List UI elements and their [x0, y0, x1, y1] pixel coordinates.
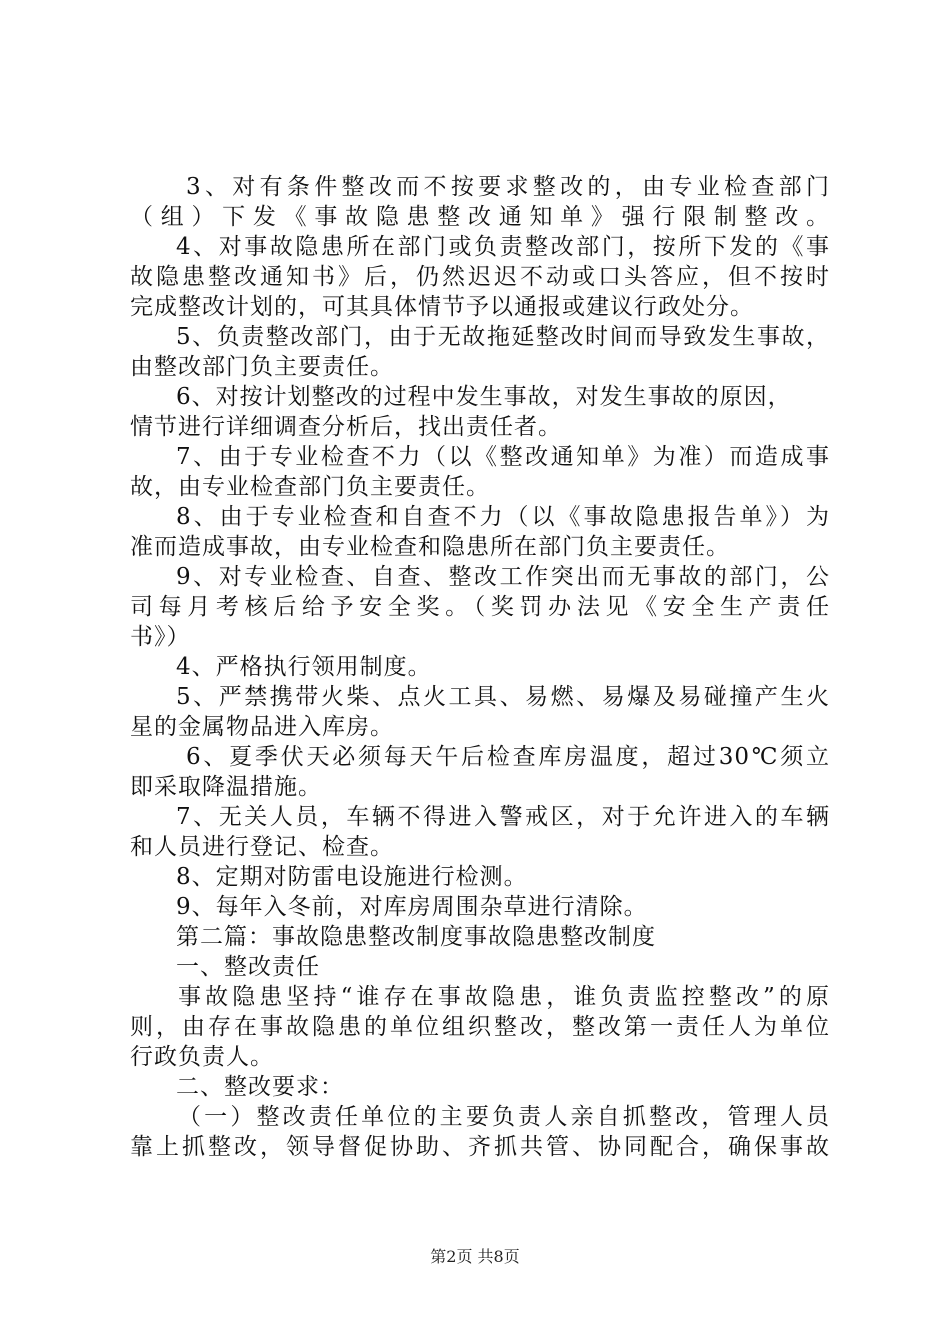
paragraph-line: 5、严禁携带火柴、点火工具、易燃、易爆及易碰撞产生火 — [176, 684, 830, 710]
paragraph-line: 故，由专业检查部门负主要责任。 — [130, 474, 490, 500]
paragraph-line: 3、对有条件整改而不按要求整改的，由专业检查部门 — [186, 174, 830, 200]
paragraph-line: （组）下发《事故隐患整改通知单》强行限制整改。 — [130, 204, 830, 230]
document-body — [130, 172, 830, 1162]
paragraph-line: 6、夏季伏天必须每天午后检查库房温度，超过30℃须立 — [186, 744, 830, 770]
paragraph-line: 书》） — [130, 624, 191, 650]
paragraph-line: 4、严格执行领用制度。 — [176, 654, 432, 680]
paragraph-line: 7、由于专业检查不力（以《整改通知单》为准）而造成事 — [176, 444, 830, 470]
paragraph-line: 和人员进行登记、检查。 — [130, 834, 394, 860]
paragraph-line: 6、对按计划整改的过程中发生事故，对发生事故的原因， — [176, 384, 792, 410]
subsection-heading: 一、整改责任 — [176, 954, 320, 980]
paragraph-line: 司每月考核后给予安全奖。（奖罚办法见《安全生产责任 — [130, 594, 830, 620]
section-heading: 第二篇：事故隐患整改制度事故隐患整改制度 — [176, 924, 656, 950]
paragraph-line: 5、负责整改部门，由于无故拖延整改时间而导致发生事故， — [176, 324, 830, 350]
paragraph-line: 8、定期对防雷电设施进行检测。 — [176, 864, 528, 890]
paragraph-line: 事故隐患坚持“谁存在事故隐患，谁负责监控整改”的原 — [178, 984, 830, 1010]
paragraph-line: 完成整改计划的，可其具体情节予以通报或建议行政处分。 — [130, 294, 754, 320]
paragraph-line: 由整改部门负主要责任。 — [130, 354, 394, 380]
paragraph-line: 靠上抓整改，领导督促协助、齐抓共管、协同配合，确保事故 — [130, 1134, 830, 1160]
paragraph-line: 则，由存在事故隐患的单位组织整改，整改第一责任人为单位 — [130, 1014, 830, 1040]
paragraph-line: 准而造成事故，由专业检查和隐患所在部门负主要责任。 — [130, 534, 730, 560]
paragraph-line: 故隐患整改通知书》后，仍然迟迟不动或口头答应，但不按时 — [130, 264, 830, 290]
page-footer — [0, 1244, 950, 1267]
paragraph-line: 情节进行详细调查分析后，找出责任者。 — [130, 414, 562, 440]
paragraph-line: 即采取降温措施。 — [130, 774, 322, 800]
paragraph-line: 4、对事故隐患所在部门或负责整改部门，按所下发的《事 — [176, 234, 830, 260]
subsection-heading: 二、整改要求： — [176, 1074, 344, 1100]
paragraph-line: 行政负责人。 — [130, 1044, 274, 1070]
paragraph-line: 星的金属物品进入库房。 — [130, 714, 394, 740]
paragraph-line: （一）整改责任单位的主要负责人亲自抓整改，管理人员 — [178, 1104, 830, 1130]
paragraph-line: 7、无关人员，车辆不得进入警戒区，对于允许进入的车辆 — [176, 804, 830, 830]
page-number-label: 第2页 共8页 — [430, 1247, 520, 1266]
paragraph-line: 8、由于专业检查和自查不力（以《事故隐患报告单》）为 — [176, 504, 830, 530]
paragraph-line: 9、每年入冬前，对库房周围杂草进行清除。 — [176, 894, 648, 920]
paragraph-line: 9、对专业检查、自查、整改工作突出而无事故的部门，公 — [176, 564, 830, 590]
